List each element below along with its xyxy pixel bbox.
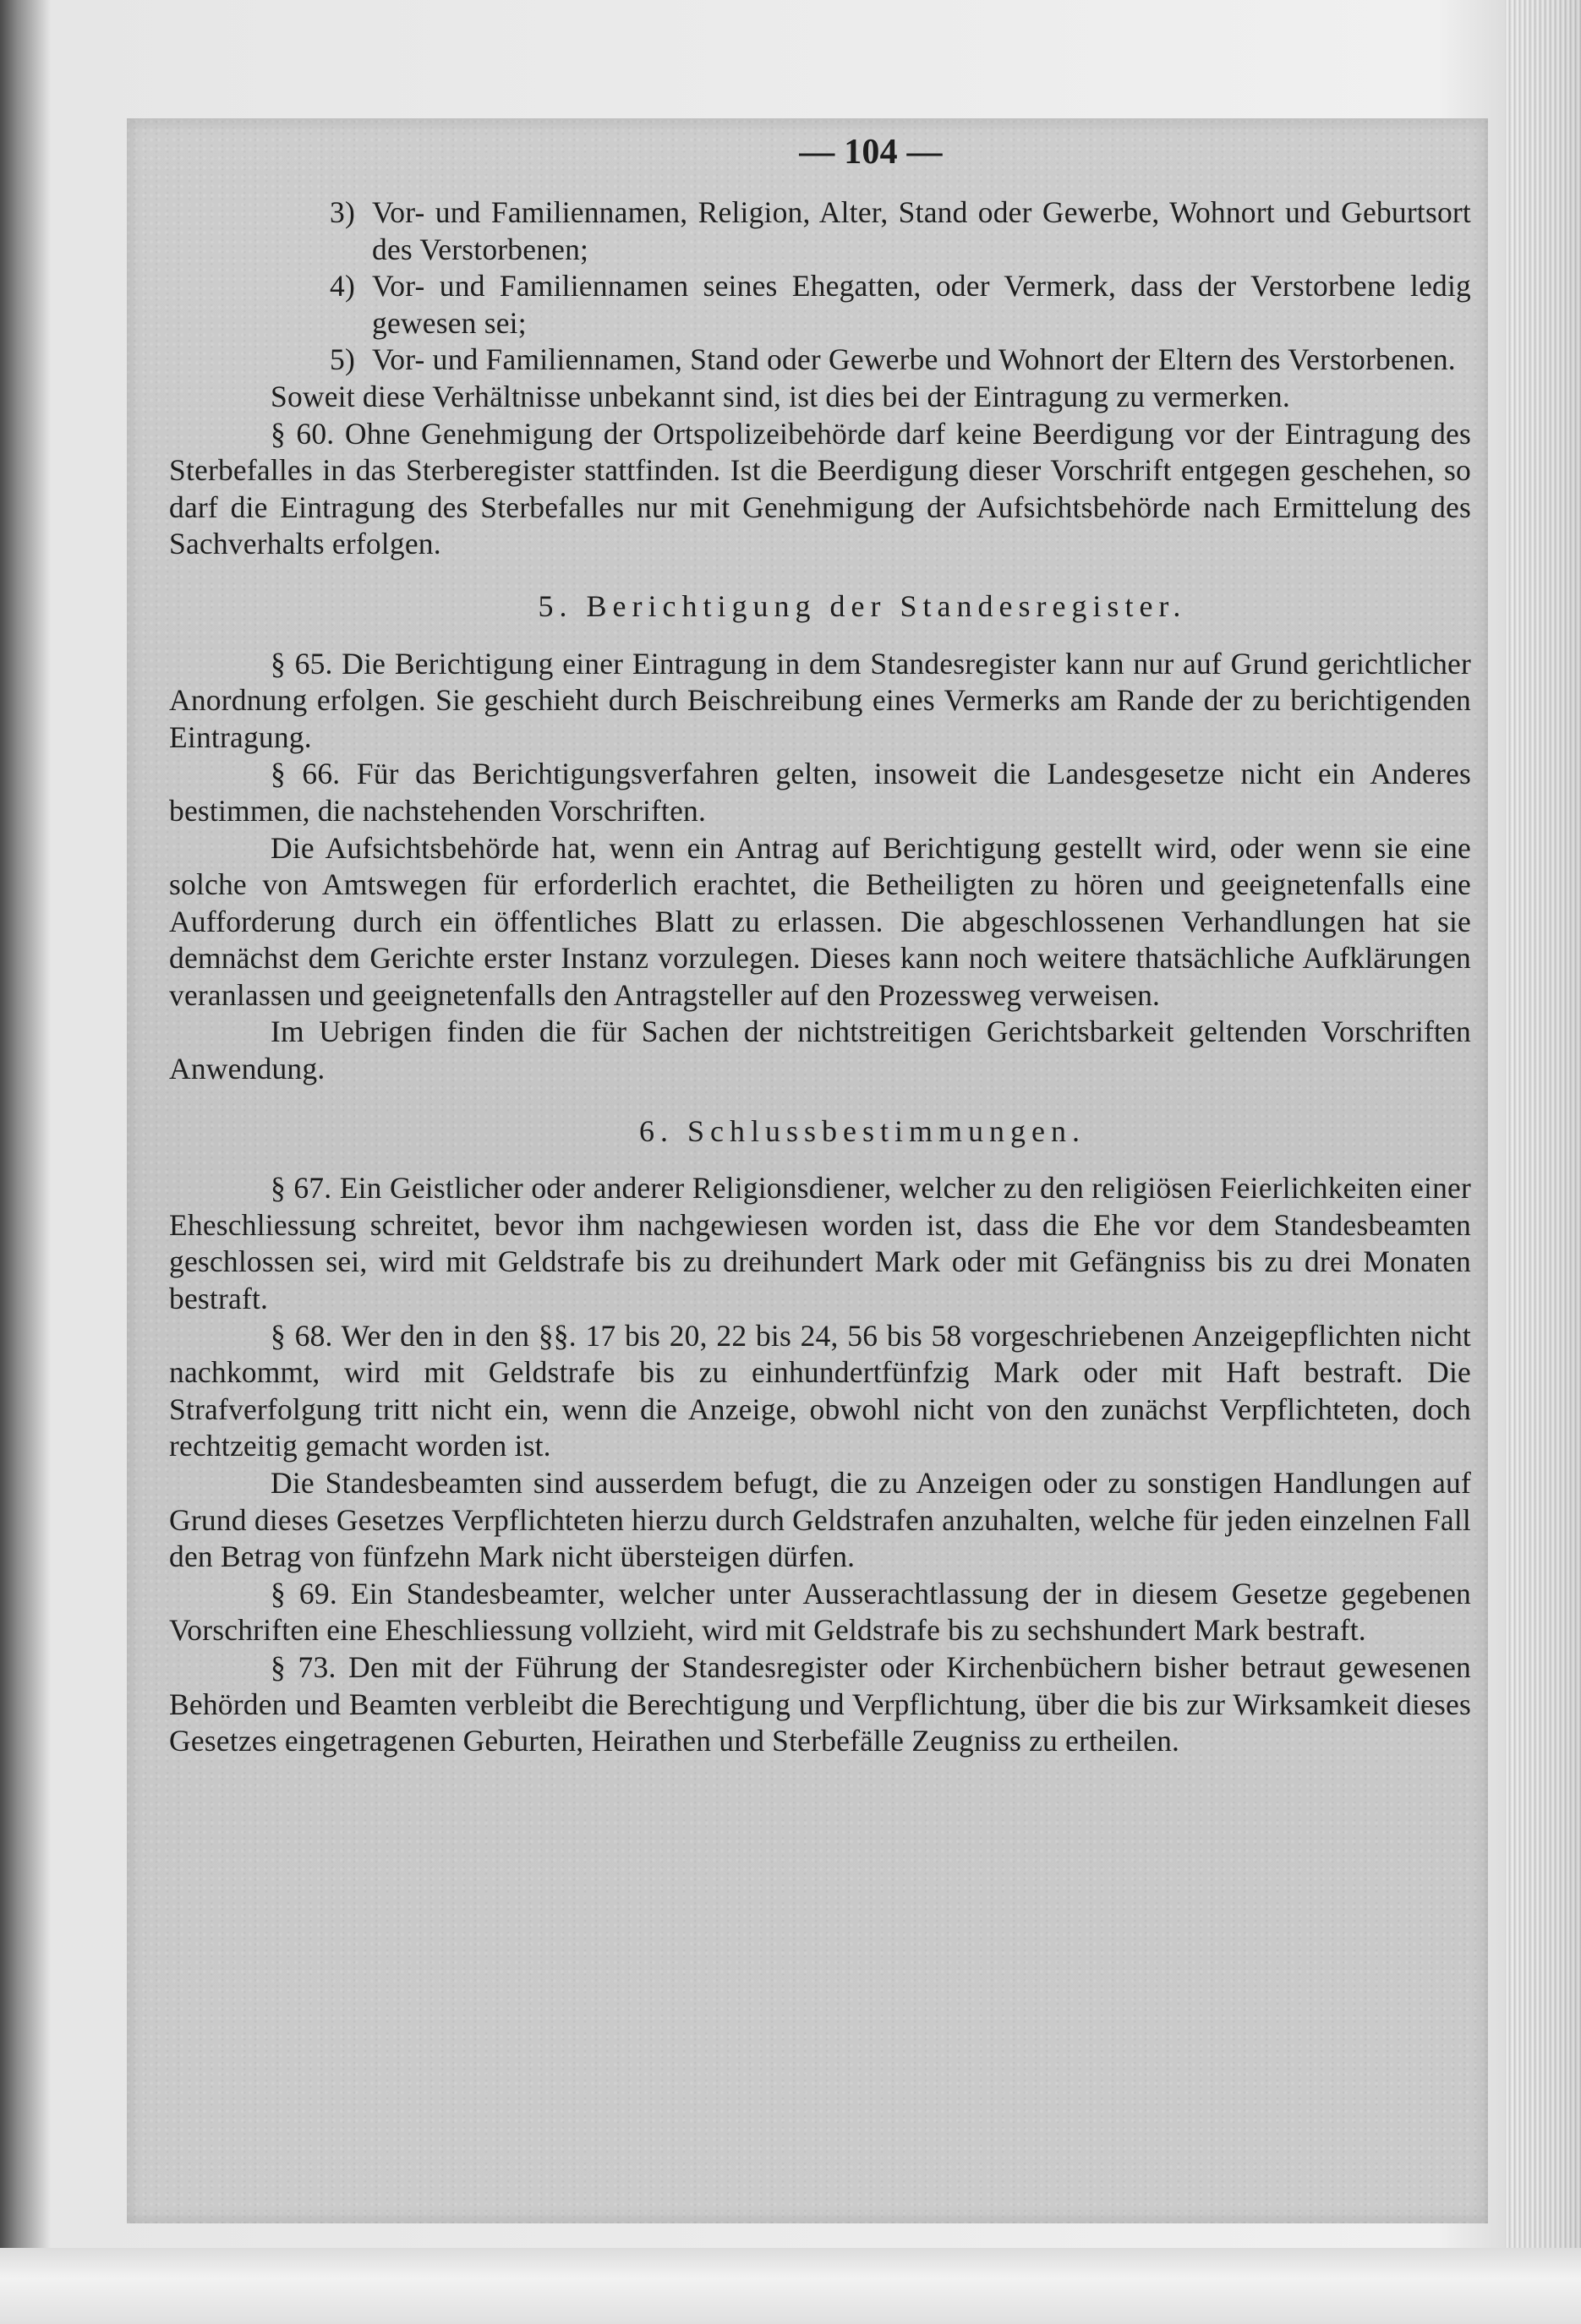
page-edges-right <box>1505 0 1581 2324</box>
list-item-number: 4) <box>330 269 355 303</box>
paragraph-section-60: § 60. Ohne Genehmigung der Ortspolizeibehörde darf keine Beerdigung vor der Eintragung des Sterbefalles in das Sterberegister stattfinden. Ist die Beerdigung dieser Vorschrift entgegen geschehen, so darf die Eintragung des Sterbefalles nur mit Genehmigung der Aufsichtsbehörde nach Ermittelung des Sachverhalts erfolgen. <box>169 416 1471 561</box>
paragraph-section-65: § 65. Die Berichtigung einer Eintragung in dem Standesregister kann nur auf Grund gerichtlicher Anordnung erfolgen. Sie geschieht durch Beischreibung eines Vermerks am Rande der zu berichtigenden Eintragung. <box>169 646 1471 754</box>
list-item-text: Vor- und Familiennamen, Stand oder Gewerbe und Wohnort der Eltern des Verstorbenen. <box>372 342 1456 377</box>
list-item-number: 3) <box>330 195 355 229</box>
paragraph-section-67: § 67. Ein Geistlicher oder anderer Religionsdiener, welcher zu den religiösen Feierlichkeiten einer Eheschliessung schreitet, bevor ihm nachgewiesen worden ist, dass die Ehe vor dem Standesbeamten geschlossen sei, wird mit Geldstrafe bis zu dreihundert Mark oder mit Gefängniss bis zu drei Monaten bestraft. <box>169 1171 1471 1316</box>
heading-berichtigung: 5. Berichtigung der Standesregister. <box>538 588 1187 623</box>
heading-schlussbestimmungen: 6. Schlussbestimmungen. <box>639 1113 1086 1148</box>
paragraph-section-73: § 73. Den mit der Führung der Standesregister oder Kirchenbüchern bisher betraut gewesenen Behörden und Beamten verbleibt die Berechtigung und Verpflichtung, über die bis zur Wirksamkeit dieses Gesetzes eingetragenen Geburten, Heirathen und Sterbefälle Zeugniss zu ertheilen. <box>169 1649 1471 1758</box>
page-number: — 104 — <box>799 133 943 172</box>
paragraph-section-66: § 66. Für das Berichtigungsverfahren gelten, insoweit die Landesgesetze nicht ein Anderes bestimmen, die nachstehenden Vorschriften. <box>169 757 1471 828</box>
list-item-text: Vor- und Familiennamen, Religion, Alter, Stand oder Gewerbe, Wohnort und Geburtsort des Verstorbenen; <box>372 195 1471 266</box>
paragraph-section-68: § 68. Wer den in den §§. 17 bis 20, 22 bis 24, 56 bis 58 vorgeschriebenen Anzeigepflichten nicht nachkommt, wird mit Geldstrafe bis zu einhundertfünfzig Mark oder mit Haft bestraft. Die Strafverfolgung tritt nicht ein, wenn die Anzeige, obwohl nicht von den zunächst Verpflichteten, doch rechtzeitig gemacht worden ist. <box>169 1318 1471 1463</box>
page-edges-bottom <box>0 2248 1581 2324</box>
list-item <box>169 268 1471 342</box>
paragraph-standesbeamten: Die Standesbeamten sind ausserdem befugt, die zu Anzeigen oder zu sonstigen Handlungen auf Grund dieses Gesetzes Verpflichteten hierzu durch Geldstrafen anzuhalten, welche für jeden einzelnen Fall den Betrag von fünfzehn Mark nicht übersteigen dürfen. <box>169 1466 1471 1574</box>
paragraph-section-69: § 69. Ein Standesbeamter, welcher unter Ausserachtlassung der in diesem Gesetze gegebenen Vorschriften eine Eheschliessung vollzieht, wird mit Geldstrafe bis zu sechshundert Mark bestraft. <box>169 1576 1471 1648</box>
list-item-text: Vor- und Familiennamen seines Ehegatten, oder Vermerk, dass der Verstorbene ledig gewesen sei; <box>372 269 1471 340</box>
list-item-number: 5) <box>330 342 355 377</box>
list-item <box>169 342 1471 379</box>
list-item <box>169 194 1471 268</box>
page-text <box>169 127 1471 1760</box>
paragraph-aufsichtsbehoerde: Die Aufsichtsbehörde hat, wenn ein Antrag auf Berichtigung gestellt wird, oder wenn sie eine solche von Amtswegen für erforderlich erachtet, die Betheiligten zu hören und geeignetenfalls eine Aufforderung durch ein öffentliches Blatt zu erlassen. Die abgeschlossenen Verhandlungen hat sie demnächst dem Gerichte erster Instanz vorzulegen. Dieses kann noch weitere thatsächliche Aufklärungen veranlassen und geeignetenfalls den Antragsteller auf den Prozessweg verweisen. <box>169 830 1471 1012</box>
paragraph-uebrigen: Im Uebrigen finden die für Sachen der nichtstreitigen Gerichtsbarkeit geltenden Vorschriften Anwendung. <box>169 1014 1471 1086</box>
paragraph-soweit: Soweit diese Verhältnisse unbekannt sind, ist dies bei der Eintragung zu vermerken. <box>271 379 1290 413</box>
